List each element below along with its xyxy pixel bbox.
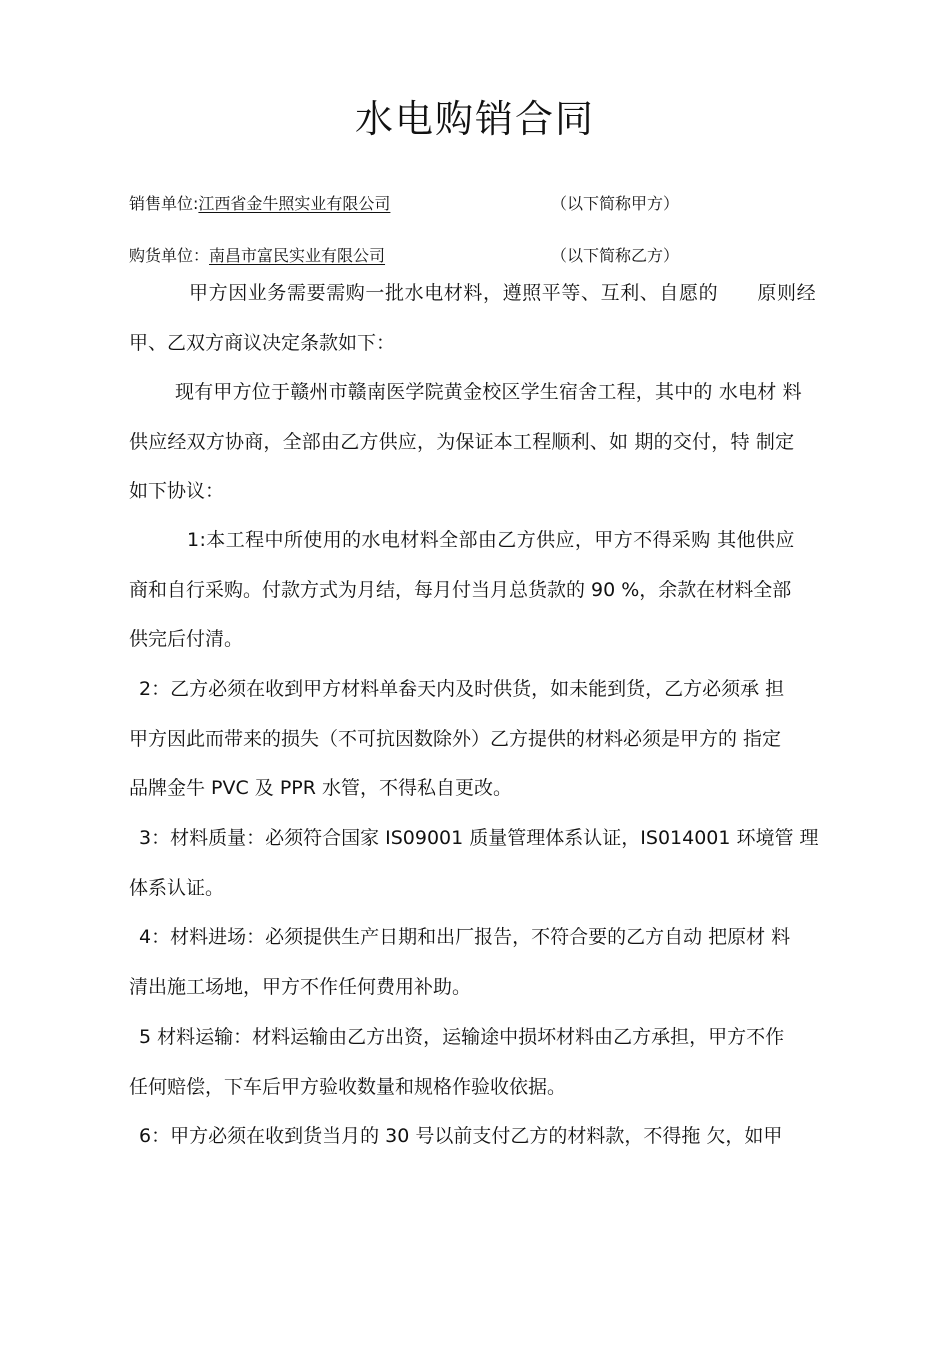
clause-2: [129, 665, 845, 814]
intro-line: 甲方因业务需要需购一批水电材料，遵照平等、互利、自愿的 原则经: [189, 282, 817, 304]
clause-line: 清出施工场地，甲方不作任何费用补助。: [129, 975, 472, 998]
clause-line: 供完后付清。: [129, 628, 244, 650]
clause-3: [129, 814, 845, 913]
clause-line: 任何赔偿，下车后甲方验收数量和规格作验收依据。: [129, 1075, 567, 1098]
clause-1: [129, 516, 845, 665]
clause-line: 2：乙方必须在收到甲方材料单畚天内及时供货，如未能到货，乙方必须承 担: [139, 678, 785, 700]
clause-line: 4：材料进场：必须提供生产日期和出厂报告，不符合要的乙方自动 把原材 料: [139, 926, 791, 948]
location-line: 如下协议：: [129, 480, 225, 502]
location-line: 供应经双方协商，全部由乙方供应，为保证本工程顺利、如 期的交付，特 制定: [129, 430, 795, 453]
clause-line: 品牌金牛 PVC 及 PPR 水管，不得私自更改。: [129, 777, 512, 799]
seller-name: 江西省金牛照实业有限公司: [198, 194, 391, 213]
buyer-line: [129, 243, 680, 266]
document-title: 水电购销合同: [354, 97, 595, 141]
intro-line: 甲、乙双方商议决定条款如下：: [129, 331, 396, 354]
seller-label: 销售单位:: [129, 194, 199, 213]
buyer-name: 南昌市富民实业有限公司: [209, 246, 386, 265]
seller-abbreviation: （以下简称甲方）: [551, 194, 680, 213]
clause-line: 6：甲方必须在收到货当月的 30 号以前支付乙方的材料款，不得拖 欠，如甲: [139, 1125, 783, 1147]
clause-6: [129, 1112, 845, 1162]
clause-line: 体系认证。: [129, 876, 225, 899]
clause-line: 甲方因此而带来的损失（不可抗因数除外）乙方提供的材料必须是甲方的 指定: [129, 727, 782, 750]
buyer-abbreviation: （以下简称乙方）: [551, 246, 680, 265]
clause-line: 5 材料运输：材料运输由乙方出资，运输途中损坏材料由乙方承担，甲方不作: [139, 1026, 785, 1048]
clause-line: 3：材料质量：必须符合国家 IS09001 质量管理体系认证，IS014001 环境管 理: [139, 827, 819, 849]
clause-line: 商和自行采购。付款方式为月结，每月付当月总货款的 90 %，余款在材料全部: [129, 578, 792, 601]
clause-4: [129, 913, 845, 1012]
clause-5: [129, 1013, 845, 1112]
location-line: 现有甲方位于赣州市赣南医学院黄金校区学生宿舍工程，其中的 水电材 料: [175, 381, 802, 403]
intro-paragraph: [129, 269, 845, 368]
buyer-label: 购货单位：: [129, 246, 210, 265]
seller-line: [129, 191, 680, 214]
location-paragraph: [129, 368, 845, 517]
clause-line: 1:本工程中所使用的水电材料全部由乙方供应，甲方不得采购 其他供应: [187, 529, 795, 551]
